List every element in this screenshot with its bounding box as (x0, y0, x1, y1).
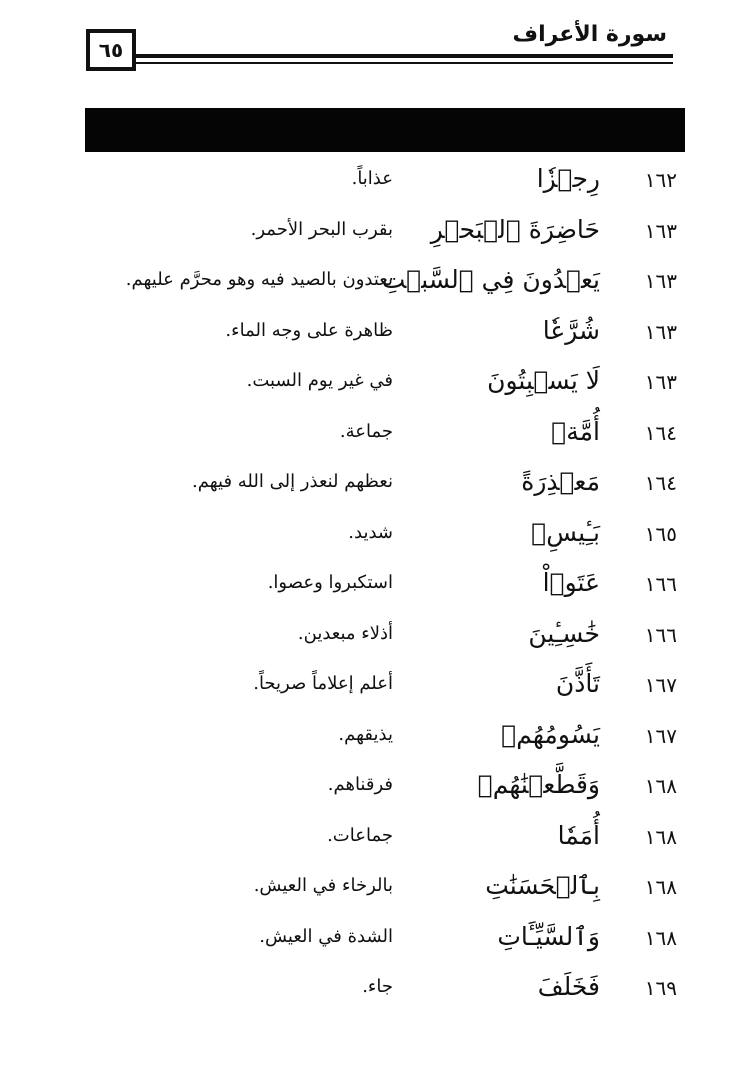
verse-number: ١٦٧ (644, 723, 677, 748)
table-header-bar (85, 108, 685, 152)
quran-word: حَاضِرَةَ ٱلۡبَحۡرِ (430, 214, 600, 244)
quran-word: بِٱلۡحَسَنَٰتِ (485, 871, 600, 900)
list-item (85, 256, 685, 307)
page-number-box (86, 29, 136, 71)
verse-number: ١٦٣ (644, 319, 677, 344)
verse-number: ١٦٧ (644, 673, 677, 697)
quran-word: خَٰسِـِٔينَ (528, 618, 600, 648)
list-item (85, 408, 685, 459)
list-item (85, 812, 685, 863)
vocabulary-list (85, 155, 685, 1014)
header-rule-thick (136, 54, 673, 58)
quran-word: أُمَّةٞ (551, 416, 600, 446)
list-item (85, 307, 685, 358)
word-meaning: يعتدون بالصيد فيه وهو محرَّم عليهم. (125, 269, 393, 290)
list-item (85, 458, 685, 509)
word-meaning: جماعات. (327, 824, 393, 846)
list-item (85, 155, 685, 206)
word-meaning: استكبروا وعصوا. (267, 572, 393, 593)
word-meaning: فرقناهم. (327, 774, 393, 795)
word-meaning: شديد. (348, 521, 393, 543)
verse-number: ١٦٣ (644, 218, 677, 243)
list-item (85, 963, 685, 1014)
list-item (85, 509, 685, 560)
word-meaning: الشدة في العيش. (259, 925, 393, 947)
list-item (85, 711, 685, 762)
surah-title: سورة الأعراف (512, 22, 667, 47)
word-meaning: جاء. (362, 976, 393, 997)
quran-word: شُرَّعٗا (542, 315, 600, 345)
word-meaning: يذيقهم. (338, 723, 393, 745)
verse-number: ١٦٣ (644, 370, 677, 394)
list-item (85, 610, 685, 661)
verse-number: ١٦٩ (644, 976, 677, 1000)
verse-number: ١٦٨ (644, 824, 677, 849)
word-meaning: جماعة. (339, 420, 393, 442)
page-number: ٦٥ (98, 38, 124, 62)
list-item (85, 761, 685, 812)
verse-number: ١٦٨ (644, 875, 677, 899)
verse-number: ١٦٢ (644, 168, 677, 192)
verse-number: ١٦٤ (644, 471, 677, 495)
list-item (85, 559, 685, 610)
header-rule-thin (136, 62, 673, 64)
quran-word: يَعۡدُونَ فِي ٱلسَّبۡتِ (381, 265, 600, 294)
quran-word: وَٱلسَّيِّـَٔاتِ (497, 921, 600, 951)
quran-word: أُمَمٗا (557, 820, 600, 850)
word-meaning: في غير يوم السبت. (246, 370, 393, 391)
quran-word: مَعۡذِرَةً (521, 467, 600, 496)
word-meaning: أعلم إعلاماً صريحاً. (253, 673, 393, 694)
quran-word: لَا يَسۡبِتُونَ (487, 366, 600, 395)
list-item (85, 660, 685, 711)
verse-number: ١٦٨ (644, 925, 677, 950)
quran-word: وَقَطَّعۡنَٰهُمۡ (477, 770, 600, 799)
quran-word: تَأَذَّنَ (555, 669, 600, 698)
quran-word: رِجۡزٗا (536, 164, 600, 193)
word-meaning: ظاهرة على وجه الماء. (225, 319, 393, 341)
verse-number: ١٦٤ (644, 420, 677, 445)
word-meaning: عذاباً. (351, 168, 393, 189)
verse-number: ١٦٦ (644, 572, 677, 596)
verse-number: ١٦٨ (644, 774, 677, 798)
verse-number: ١٦٥ (644, 521, 677, 546)
verse-number: ١٦٣ (644, 269, 677, 293)
word-meaning: أذلاء مبعدين. (297, 622, 393, 644)
list-item (85, 862, 685, 913)
quran-word: فَخَلَفَ (537, 972, 600, 1001)
word-meaning: بالرخاء في العيش. (253, 875, 393, 896)
quran-word: بَـِٔيسِۭ (531, 517, 600, 547)
list-item (85, 913, 685, 964)
verse-number: ١٦٦ (644, 622, 677, 647)
quran-word: يَسُومُهُمۡ (501, 719, 600, 749)
list-item (85, 206, 685, 257)
word-meaning: بقرب البحر الأحمر. (250, 218, 393, 240)
word-meaning: نعظهم لنعذر إلى الله فيهم. (192, 471, 393, 492)
list-item (85, 357, 685, 408)
quran-word: عَتَوۡاْ (542, 568, 600, 597)
